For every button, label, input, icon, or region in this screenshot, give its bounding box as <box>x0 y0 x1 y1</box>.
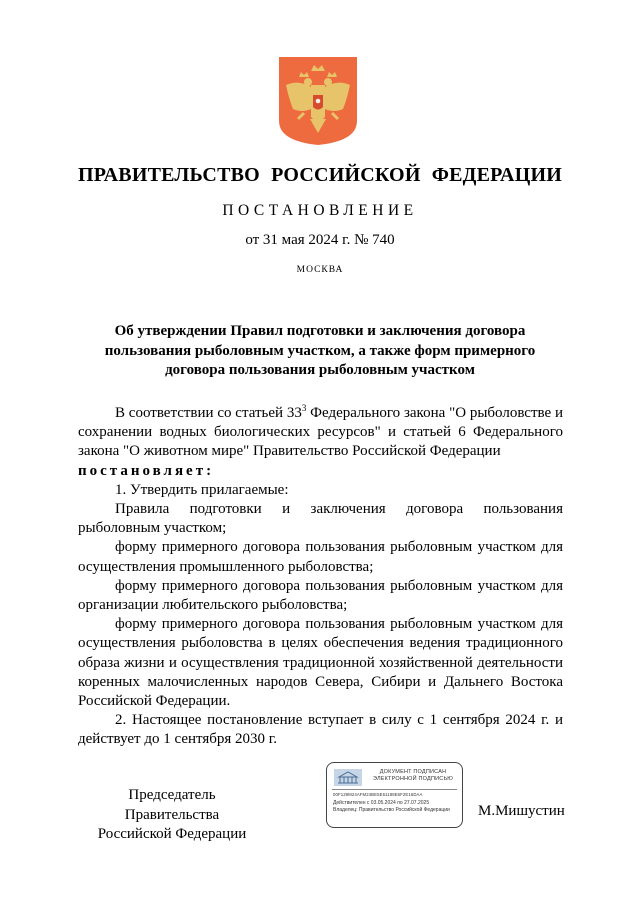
esig-heading <box>367 769 459 783</box>
signer-name: М.Мишустин <box>478 803 565 819</box>
esig-certificate: 00F129M24AFM24BE5E61188E6F2E16DAA <box>333 792 423 797</box>
esig-owner: Владелец: Правительство Российской Федерации <box>333 807 450 813</box>
document-type: ПОСТАНОВЛЕНИЕ <box>222 202 418 219</box>
body-paragraph: форму примерного договора пользования рыболовным участком для осуществления рыболовства в целях обеспечения ведения традиционного образа жизни и осуществления традиционной хозяйственной деятельности коренных малочисленных народов Севера, Сибири и Дальнего Востока Российской Федерации. <box>78 616 563 710</box>
esig-validity: Действителен с 03.05.2024 по 27.07.2025 <box>333 800 430 806</box>
decree-word: постановляет: <box>78 462 215 479</box>
coat-of-arms-icon <box>277 55 359 147</box>
signer-title <box>80 786 264 845</box>
decree-word-paragraph <box>78 462 563 481</box>
document-body <box>78 404 563 750</box>
heading-line: договора пользования рыболовным участком <box>165 362 475 378</box>
signer-title-line: Российской Федерации <box>97 826 247 842</box>
preamble-text: В соответствии со статьей 33 <box>115 405 302 421</box>
esig-heading-line: ЭЛЕКТРОННОЙ ПОДПИСЬЮ <box>372 776 454 782</box>
building-icon <box>334 769 362 786</box>
superscript: 3 <box>301 403 307 413</box>
preamble-text-cont: Федерального закона "О рыболовстве и сохранении водных биологических ресурсов" и статьей 6 Федерального закона "О животном мире" Правительство Российской Федерации <box>78 405 563 460</box>
body-paragraph: форму примерного договора пользования рыболовным участком для осуществления промышленного рыболовства; <box>78 539 563 575</box>
document-date-number: от 31 мая 2024 г. № 740 <box>245 232 395 248</box>
esig-heading-line: ДОКУМЕНТ ПОДПИСАН <box>379 769 447 775</box>
body-paragraph: 1. Утвердить прилагаемые: <box>115 481 289 498</box>
body-paragraph: 2. Настоящее постановление вступает в силу с 1 сентября 2024 г. и действует до 1 сентября 2030 г. <box>78 712 563 748</box>
government-title: ПРАВИТЕЛЬСТВО РОССИЙСКОЙ ФЕДЕРАЦИИ <box>78 164 562 186</box>
body-paragraph: Правила подготовки и заключения договора пользования рыболовным участком; <box>78 501 563 537</box>
heading-line: Об утверждении Правил подготовки и заключения договора <box>114 323 526 339</box>
preamble-paragraph <box>78 404 563 462</box>
signer-title-line: Председатель Правительства <box>124 787 220 823</box>
body-paragraph: форму примерного договора пользования рыболовным участком для организации любительского рыболовства; <box>78 577 563 614</box>
document-heading <box>90 322 550 381</box>
document-city: МОСКВА <box>296 265 344 275</box>
heading-line: пользования рыболовным участком, а также форм примерного <box>104 342 536 359</box>
electronic-signature-stamp <box>326 762 463 828</box>
esig-divider <box>332 789 457 790</box>
